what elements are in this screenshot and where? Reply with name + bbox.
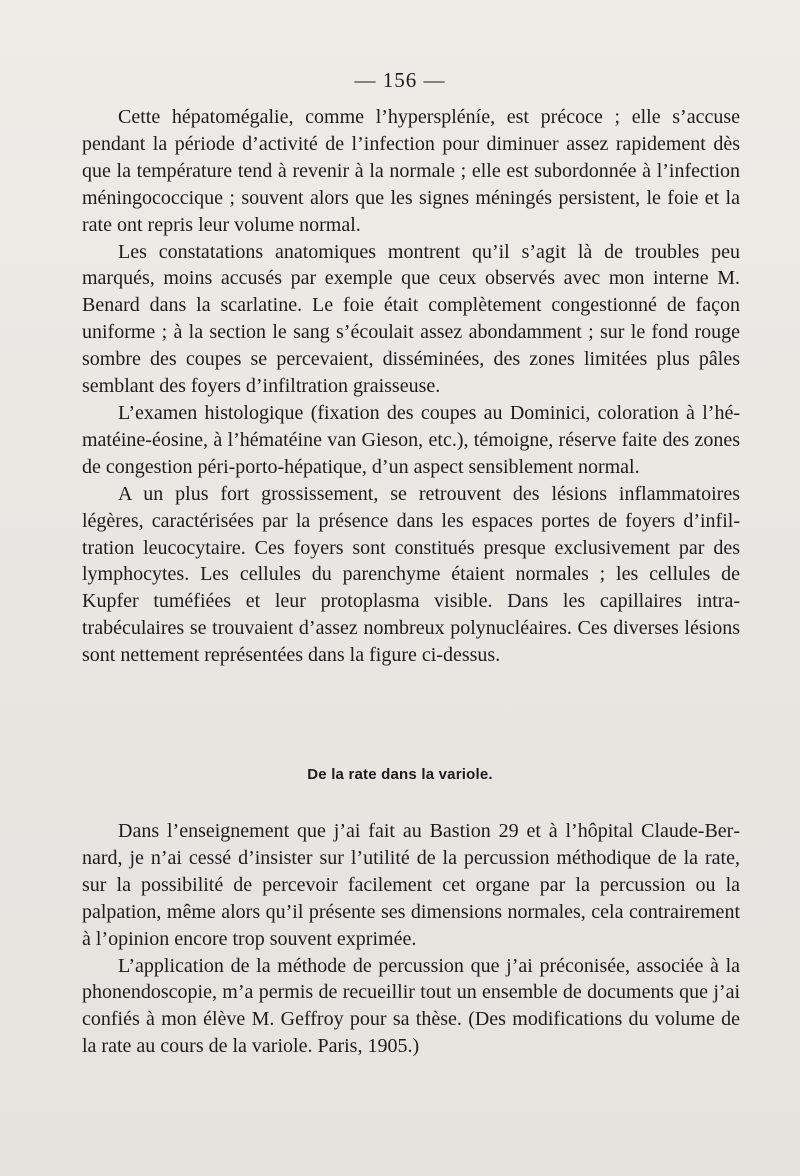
page-number: — 156 — xyxy=(354,68,446,92)
section-spleen-variola-text xyxy=(82,818,740,1060)
paragraph: L’examen histologique (fixation des coupes au Dominici, coloration à l’hématéine-éosine, à l’hématéine van Gieson, etc.), témoigne, réserve faite des zones de congestion péri-porto-hépatique, d’un aspect sensiblement normal. xyxy=(82,401,740,478)
section-heading: De la rate dans la variole. xyxy=(307,766,493,783)
paragraph: L’application de la méthode de percussion que j’ai préconisée, associée à la phonendoscopie, m’a permis de recueillir tout un ensemble de documents que j’ai confiés à mon élève M. Geffroy pour sa thèse. (Des modifications du volume de la rate au cours de la variole. Paris, 1905.) xyxy=(82,954,740,1058)
paragraph: Cette hépatomégalie, comme l’hyperspléníe, est précoce ; elle s’accuse pendant la période d’activité de l’infection pour diminuer assez rapidement dès que la température tend à revenir à la normale ; elle est subordonnée à l’infection méningococcique ; souvent alors que les signes méningés persistent, le foie et la rate ont repris leur volume normal. xyxy=(82,106,740,236)
section-hepatomegaly-text xyxy=(82,104,740,669)
paragraph: A un plus fort grossissement, se retrouvent des lésions inflammatoires légères, caractérisées par la présence dans les espaces portes de foyers d’infiltration leucocytaire. Ces foyers sont constitués presque exclusivement par des lymphocytes. Les cellules du parenchyme étaient normales ; les cellules de Kupfer tuméfiées et leur protoplasma visible. Dans les capillaires intratrabéculaires se trouvaient d’assez nombreux polynucléaires. Ces diverses lésions sont nettement représentées dans la figure ci-dessus. xyxy=(82,482,740,667)
paragraph: Dans l’enseignement que j’ai fait au Bastion 29 et à l’hôpital Claude-Bernard, je n’ai cessé d’insister sur l’utilité de la percussion méthodique de la rate, sur la possibilité de percevoir facilement cet organe par la percussion ou la palpation, même alors qu’il présente ses dimensions normales, cela contrairement à l’opinion encore trop souvent exprimée. xyxy=(82,820,740,950)
paragraph: Les constatations anatomiques montrent qu’il s’agit là de troubles peu marqués, moins accusés par exemple que ceux observés avec mon interne M. Benard dans la scarlatine. Le foie était complètement congestionné de façon uniforme ; à la section le sang s’écoulait assez abondamment ; sur le fond rouge sombre des coupes se percevaient, disséminées, des zones limitées plus pâles semblant des foyers d’infiltration graisseuse. xyxy=(82,240,740,398)
